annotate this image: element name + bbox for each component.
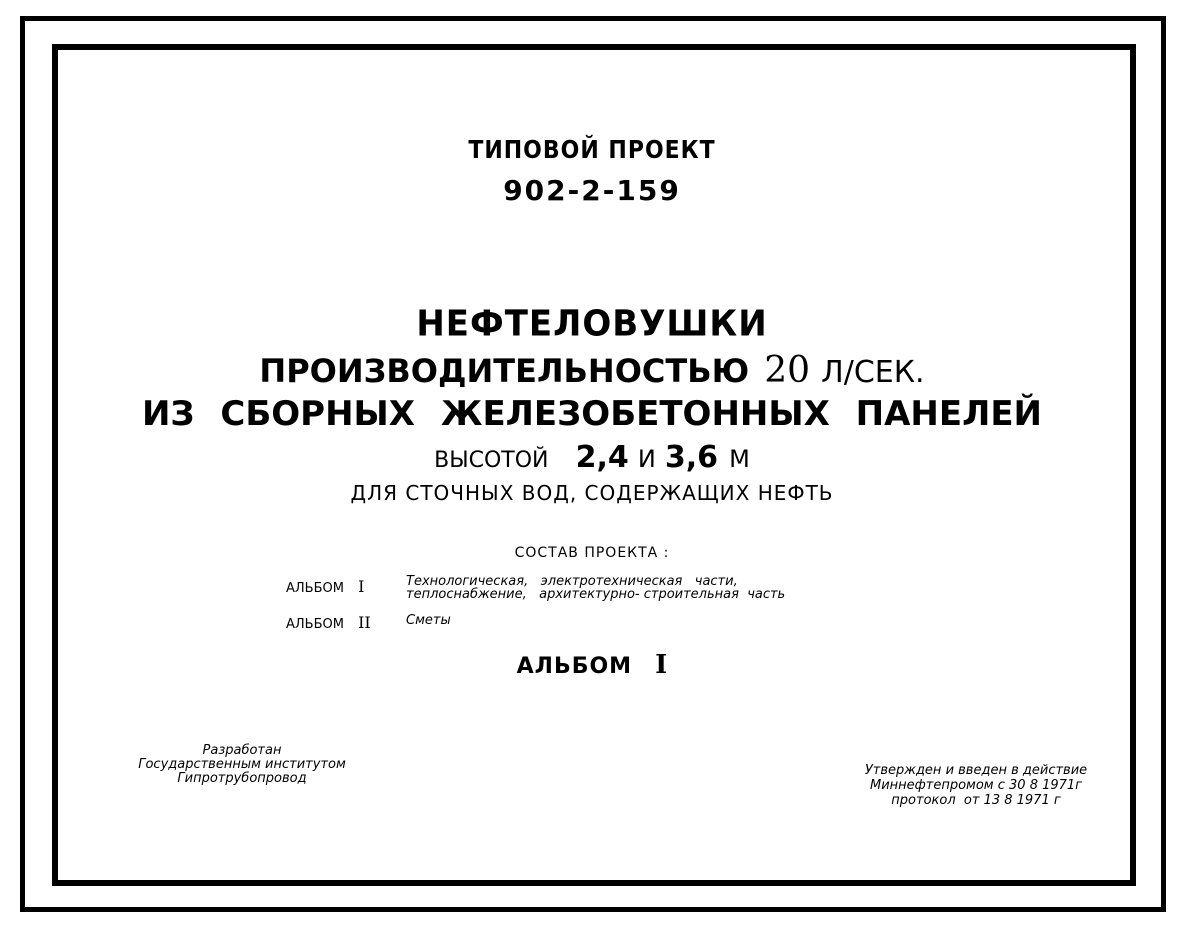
album-1-label: АЛЬБОМ: [286, 581, 344, 596]
height-label: ВЫСОТОЙ: [434, 448, 549, 473]
album-2-label-group: [286, 613, 371, 632]
approval-block: [856, 763, 1096, 808]
purpose-line: ДЛЯ СТОЧНЫХ ВОД, СОДЕРЖАЩИХ НЕФТЬ: [350, 481, 834, 505]
album-1-line-1: Технологическая, электротехническая части,: [406, 574, 738, 589]
developer-line-2: Государственным институтом: [138, 757, 346, 772]
title-line-3: ИЗ СБОРНЫХ ЖЕЛЕЗОБЕТОННЫХ ПАНЕЛЕЙ: [141, 394, 1043, 434]
project-number: 902-2-159: [503, 174, 681, 207]
developer-line-1: Разработан: [202, 743, 282, 758]
title-line-2: [0, 350, 1184, 391]
productivity-value: 20: [764, 350, 811, 391]
project-type-label: ТИПОВОЙ ПРОЕКТ: [468, 136, 716, 165]
album-1-contents: [406, 575, 785, 601]
developer-line-3: Гипротрубопровод: [177, 771, 307, 786]
album-1-line-2: теплоснабжение, архитектурно- строительная часть: [406, 587, 786, 602]
album-2-line-1: Сметы: [406, 613, 451, 628]
productivity-unit: Л/СЕК.: [821, 355, 925, 390]
album-title: [0, 650, 1184, 680]
album-2-number: II: [358, 613, 371, 632]
productivity-text: ПРОИЗВОДИТЕЛЬНОСТЬЮ: [259, 352, 750, 390]
height-and: И: [637, 445, 656, 473]
album-1-number: I: [358, 577, 365, 596]
album-title-label: АЛЬБОМ: [516, 654, 633, 679]
album-1-label-group: [286, 577, 364, 596]
height-line: [0, 440, 1184, 475]
composition-heading: СОСТАВ ПРОЕКТА :: [514, 545, 670, 561]
approval-line-1: Утвержден и введен в действие: [864, 763, 1088, 778]
album-title-number: I: [655, 650, 668, 680]
developer-block: [132, 744, 352, 786]
height-value-1: 2,4: [575, 440, 629, 475]
height-unit: М: [729, 445, 750, 473]
approval-line-3: протокол от 13 8 1971 г: [891, 793, 1061, 808]
album-2-label: АЛЬБОМ: [286, 617, 344, 632]
title-line-1: НЕФТЕЛОВУШКИ: [416, 303, 768, 345]
approval-line-2: Миннефтепромом с 30 8 1971г: [869, 778, 1083, 793]
height-value-2: 3,6: [664, 440, 719, 475]
